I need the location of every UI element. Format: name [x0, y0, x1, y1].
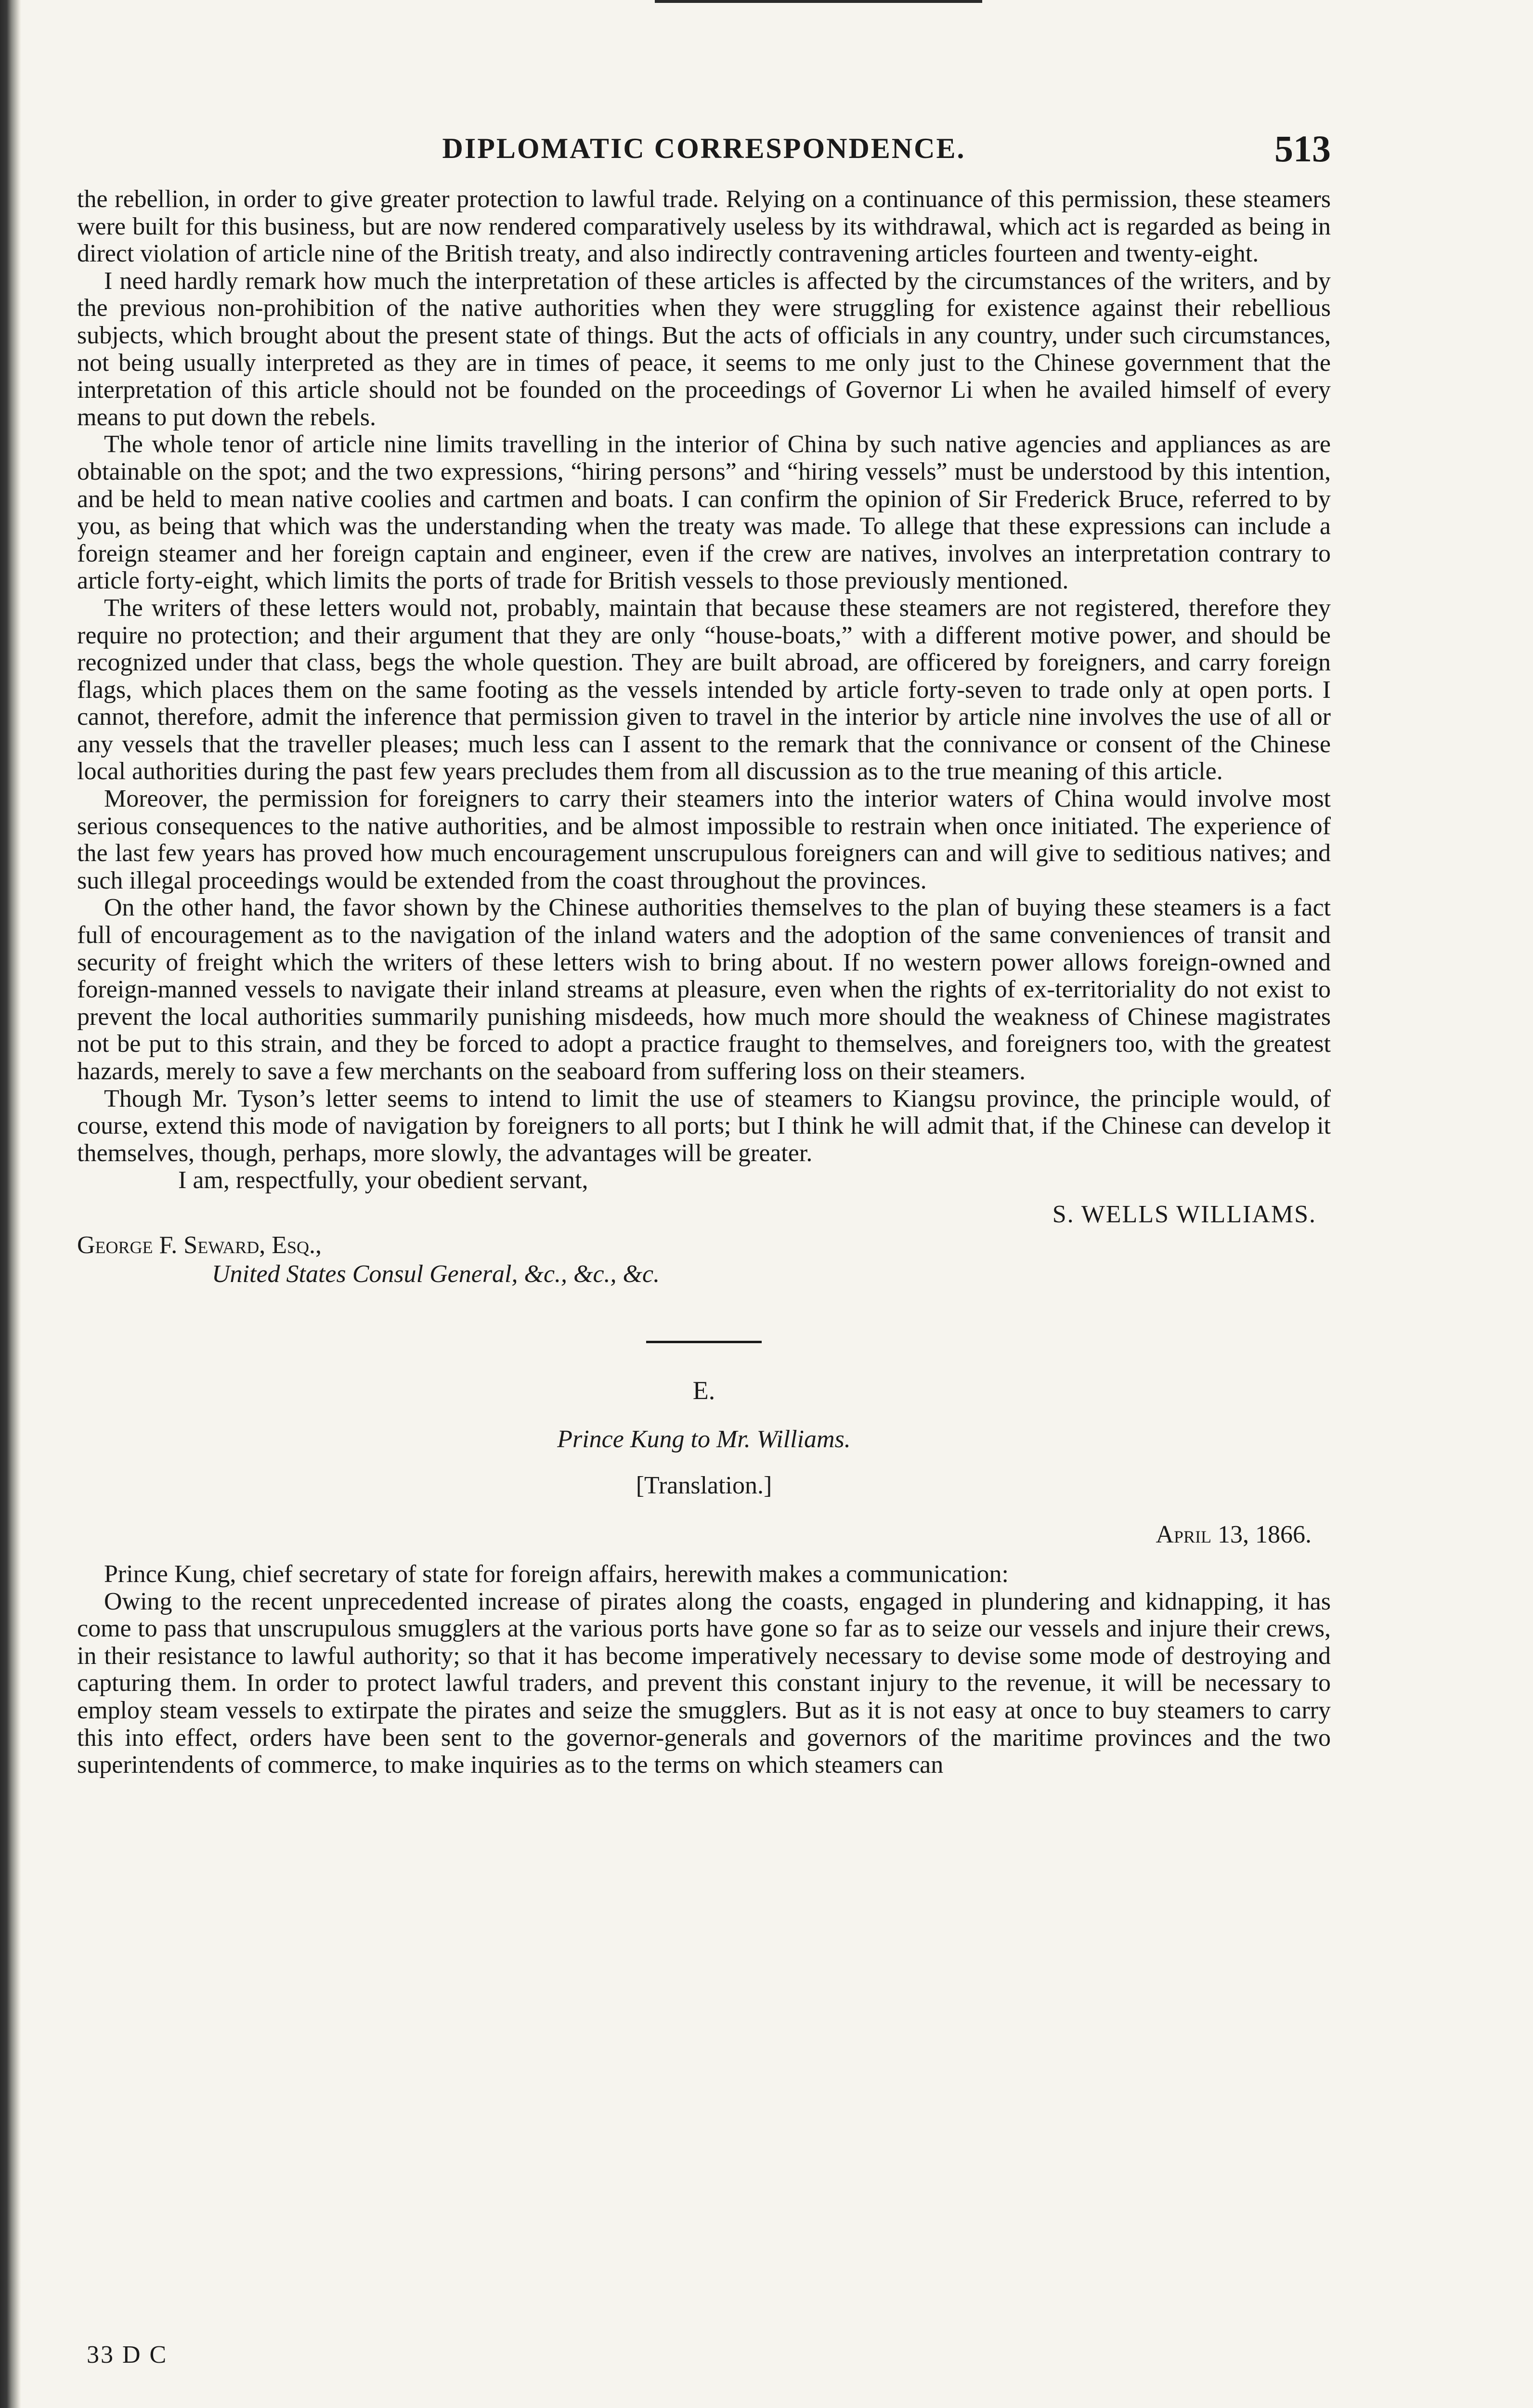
running-head: DIPLOMATIC CORRESPONDENCE.: [442, 132, 966, 164]
page-number: 513: [1274, 128, 1331, 170]
paragraph: Moreover, the permission for foreigners to carry their steamers into the interior waters of China would involve most serious consequences to the native authorities, and be almost impossible to restrain when once initiated. The experience of the last few years has proved how much encouragement unscrupulous foreigners can and will give to seditious natives; and such illegal proceedings would be extended from the coast throughout the provinces.: [77, 785, 1331, 894]
enclosure-body: [77, 1561, 1331, 1779]
enclosure-note: [Translation.]: [636, 1471, 772, 1499]
paragraph: Owing to the recent unprecedented increase of pirates along the coasts, engaged in plundering and kidnapping, it has come to pass that unscrupulous smugglers at the various ports have gone so far as to seize our vessels and injure their crews, in their resistance to lawful authority; so that it has become imperatively necessary to devise some mode of destroying and capturing them. In order to protect lawful traders, and prevent this constant injury to the revenue, it will be necessary to employ steam vessels to extirpate the pirates and seize the smugglers. But as it is not easy at once to buy steamers to carry this into effect, orders have been sent to the governor-generals and governors of the maritime provinces and the two superintendents of commerce, to make inquiries as to the terms on which steamers can: [77, 1587, 1331, 1779]
scan-edge: [0, 0, 21, 2408]
paragraph: The writers of these letters would not, probably, maintain that because these steamers are not registered, therefore they require no protection; and their argument that they are only “house-boats,” with a different motive power, and should be recognized under that class, begs the whole question. They are built abroad, are officered by foreigners, and carry foreign flags, which places them on the same footing as the vessels intended by article forty-seven to trade only at open ports. I cannot, therefore, admit the inference that permission given to travel in the interior by article nine involves the use of all or any vessels that the traveller pleases; much less can I assent to the remark that the connivance or consent of the Chinese local authorities during the past few years precludes them from all discussion as to the true meaning of this article.: [77, 594, 1331, 785]
paragraph: Prince Kung, chief secretary of state for foreign affairs, herewith makes a communication:: [104, 1560, 1009, 1588]
paragraph: I need hardly remark how much the interpretation of these articles is affected by the circumstances of the writers, and by the previous non-prohibition of the native authorities when they were struggling for existence against their rebellious subjects, which brought about the present state of things. But the acts of officials in any country, under such circumstances, not being usually interpreted as they are in times of peace, it seems to me only just to the Chinese government that the interpretation of this article should not be founded on the proceedings of Governor Li when he availed himself of every means to put down the rebels.: [77, 267, 1331, 431]
closing-line: I am, respectfully, your obedient servant,: [178, 1166, 588, 1194]
scan-top-edge: [655, 0, 982, 3]
enclosure-date: April 13, 1866.: [1156, 1520, 1312, 1548]
document-page: [77, 120, 1331, 1779]
letter-body: [77, 186, 1331, 1167]
paragraph: the rebellion, in order to give greater protection to lawful trade. Relying on a continuance of this permission, these steamers were built for this business, but are now rendered comparatively useless by its withdrawal, which act is regarded as being in direct violation of article nine of the British treaty, and also indirectly contravening articles fourteen and twenty-eight.: [77, 185, 1331, 268]
paragraph: The whole tenor of article nine limits travelling in the interior of China by such native agencies and appliances as are obtainable on the spot; and the two expressions, “hiring persons” and “hiring vessels” must be understood by this intention, and be held to mean native coolies and cartmen and boats. I can confirm the opinion of Sir Frederick Bruce, referred to by you, as being that which was the understanding when the treaty was made. To allege that these expressions can include a foreign steamer and her foreign captain and engineer, even if the crew are natives, involves an interpretation contrary to article forty-eight, which limits the ports of trade for British vessels to those previously mentioned.: [77, 431, 1331, 595]
paragraph: On the other hand, the favor shown by the Chinese authorities themselves to the plan of buying these steamers is a fact full of encouragement as to the navigation of the inland waters and the adoption of the same conveniences of transit and security of freight which the writers of these letters wish to bring about. If no western power allows foreign-owned and foreign-manned vessels to navigate their inland streams at pleasure, even when the rights of ex-territoriality do not exist to prevent the local authorities summarily punishing misdeeds, how much more should the weakness of Chinese magistrates not be put to this strain, and they be forced to adopt a practice fraught to themselves, and foreigners too, with the greatest hazards, merely to save a few merchants on the seaboard from suffering loss on their steamers.: [77, 894, 1331, 1085]
paragraph: Though Mr. Tyson’s letter seems to intend to limit the use of steamers to Kiangsu province, the principle would, of course, extend this mode of navigation by foreigners to all ports; but I think he will admit that, if the Chinese can develop it themselves, though, perhaps, more slowly, the advantages will be greater.: [77, 1085, 1331, 1167]
signature: S. WELLS WILLIAMS.: [1052, 1200, 1316, 1228]
section-divider: [646, 1341, 762, 1343]
enclosure-title: Prince Kung to Mr. Williams.: [557, 1425, 851, 1453]
addressee-title: United States Consul General, &c., &c., &c.: [212, 1260, 660, 1288]
page-header: [77, 120, 1331, 173]
signature-mark: 33 D C: [87, 2341, 168, 2369]
enclosure-letter: E.: [692, 1375, 715, 1405]
addressee-name: George F. Seward, Esq.,: [77, 1231, 322, 1259]
